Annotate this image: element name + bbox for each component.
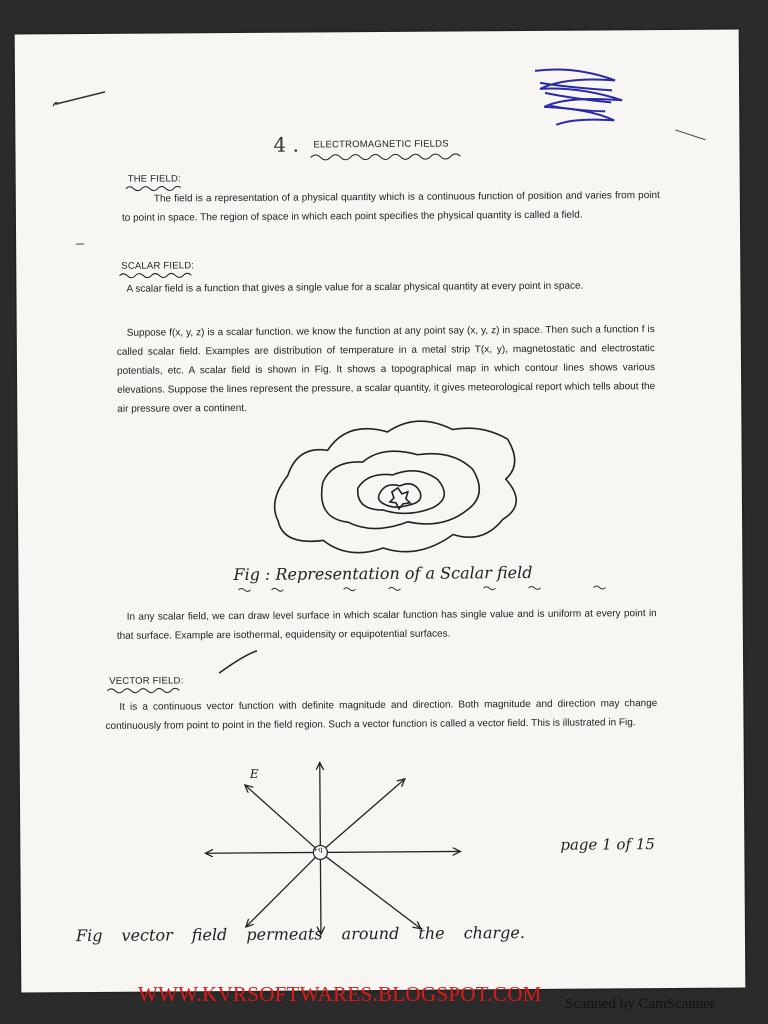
charge-label: +q — [312, 845, 323, 854]
footer-url[interactable]: WWW.KVRSOFTWARES.BLOGSPOT.COM — [138, 982, 542, 1006]
document-page — [15, 29, 746, 992]
field-heading: THE FIELD: — [127, 173, 181, 185]
chapter-title: ELECTROMAGNETIC FIELDS — [313, 138, 449, 151]
scalar-paragraph: Suppose f(x, y, z) is a scalar function. we know the function at any point say (x, y, z) in space. Then such a function f is called scalar field. Examples are distribution of temperature in a metal strip T(x, y), magnetostatic and electrostatic potentials, etc. A scalar field is shown in Fig. It shows a topographical map in which contour lines shows various elevations. Suppose the lines represent the pressure, a scalar quantity, it gives meteorological report which tells about the air pressure over a continent. — [116, 324, 656, 415]
level-surface-paragraph: In any scalar field, we can draw level surface in which scalar function has single value and is uniform at every point in that surface. Example are isothermal, equidensity or equipotential surfaces. — [116, 608, 657, 642]
field-paragraph: The field is a representation of a physical quantity which is a continuous function of position and varies from point to point in space. The region of space in which each point specifies the physical quantity is called a field. — [121, 190, 660, 224]
vector-heading: VECTOR FIELD: — [109, 675, 184, 687]
scalar-contour-figure — [267, 409, 538, 561]
scalar-definition: A scalar field is a function that gives a single value for a scalar physical quantity at every point in space. — [126, 280, 584, 295]
title-underline — [310, 151, 460, 162]
vector-label: E — [249, 766, 259, 781]
chapter-number: 4 . — [273, 132, 299, 157]
vector-paragraph: It is a continuous vector function with definite magnitude and direction. Both magnitude and direction may change continuously from point to point in the field region. Such a vector function is called a vector field. This is illustrated in Fig. — [105, 698, 658, 732]
vector-heading-underline — [107, 686, 187, 695]
ink-scribble — [535, 69, 622, 125]
vector-field-figure — [190, 753, 491, 945]
vector-figure-caption: Fig vector field permeats around the charge. — [75, 922, 525, 946]
scalar-heading: SCALAR FIELD: — [121, 260, 195, 272]
scanned-by-label: Scanned by CamScanner — [565, 996, 715, 1012]
page-number: page 1 of 15 — [560, 835, 655, 854]
scalar-figure-caption: Fig : Representation of a Scalar field — [233, 562, 533, 585]
